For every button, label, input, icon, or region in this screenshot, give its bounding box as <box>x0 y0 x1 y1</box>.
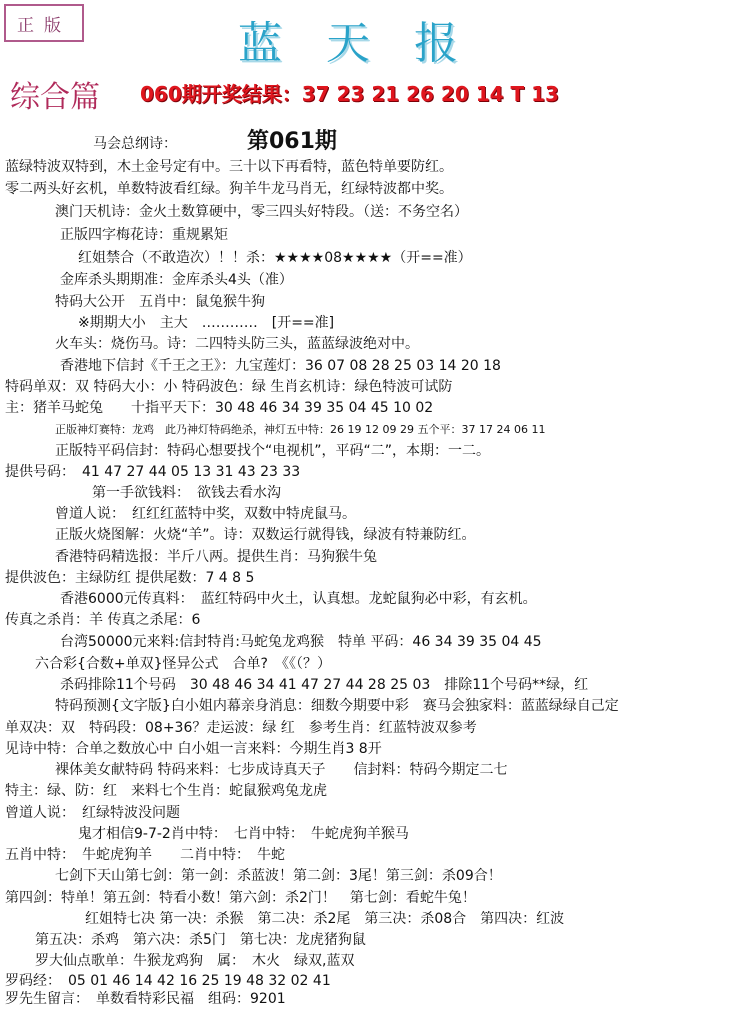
text-line: 六合彩{合数+单双}怪异公式 合单? 《《（？） <box>35 656 331 672</box>
text-line: 金库杀头期期准：金库杀头4头（准） <box>60 272 293 288</box>
text-line: 杀码排除11个号码 30 48 46 34 41 47 27 44 28 25 03 排除11个号码**绿，红 <box>60 677 589 693</box>
text-line: 裸体美女献特码 特码来料：七步成诗真天子 信封料：特码今期定二七 <box>55 762 508 778</box>
newspaper-masthead: 蓝天报 <box>238 18 502 69</box>
text-line: 台湾50000元来料:信封特肖:马蛇兔龙鸡猴 特单 平码：46 34 39 35 04 45 <box>60 634 542 650</box>
text-line: 正版神灯赛特：龙鸡 此乃神灯特码绝杀，神灯五中特：26 19 12 09 29 五个平：37 17 24 06 11 <box>55 423 546 436</box>
text-line: 曾道人说： 红绿特波没问题 <box>5 805 180 821</box>
text-line: 红姐禁合（不敢造次）！！杀：★★★★08★★★★（开==准） <box>78 250 472 266</box>
text-line: 五肖中特： 牛蛇虎狗羊 二肖中特： 牛蛇 <box>5 847 285 863</box>
text-line: 零二两头好玄机，单数特波看红绿。狗羊牛龙马肖无，红绿特波都中奖。 <box>5 181 453 197</box>
text-line: 第五决：杀鸡 第六决：杀5门 第七决：龙虎猪狗鼠 <box>35 932 366 948</box>
text-line: 提供号码： 41 47 27 44 05 13 31 43 23 33 <box>5 464 301 480</box>
text-line: 单双决：双 特码段：08+36？走运波：绿 红 参考生肖：红蓝特波双参考 <box>5 720 477 736</box>
draw-result-headline: 060期开奖结果：37 23 21 26 20 14 T 13 <box>140 82 559 106</box>
text-line: 正版四字梅花诗：重规累矩 <box>60 227 228 243</box>
issue-number: 第061期 <box>247 129 337 154</box>
text-line: 提供波色：主绿防红 提供尾数：7 4 8 5 <box>5 570 255 586</box>
text-line: 见诗中特：合单之数放心中 白小姐一言来料：今期生肖3 8开 <box>5 741 382 757</box>
text-line: 第一手欲钱料： 欲钱去看水沟 <box>92 485 281 501</box>
text-line: 罗大仙点歌单：牛猴龙鸡狗 属： 木火 绿双,蓝双 <box>35 953 355 969</box>
issue-poem-label: 马会总纲诗： <box>93 136 177 152</box>
text-line: 红姐特七决 第一决：杀猴 第二决：杀2尾 第三决：杀08合 第四决：红波 <box>85 911 565 927</box>
text-line: 香港特码精选报：半斤八两。提供生肖：马狗猴牛兔 <box>55 549 377 565</box>
text-line: 七剑下天山第七剑：第一剑：杀蓝波！第二剑：3尾！第三剑：杀09合！ <box>55 868 502 884</box>
text-line: 正版火烧图解：火烧“羊”。诗：双数运行就得钱，绿波有特兼防红。 <box>55 527 476 543</box>
text-line: 香港6000元传真料： 蓝红特码中火土，认真想。龙蛇鼠狗必中彩，有玄机。 <box>60 591 537 607</box>
text-line: 澳门天机诗：金火土数算硬中，零三四头好特段。（送：不务空名） <box>55 204 468 220</box>
text-line: 正版特平码信封：特码心想要找个“电视机”，平码“二”，本期：一二。 <box>55 443 491 459</box>
text-line: 主：猪羊马蛇兔 十指平天下：30 48 46 34 39 35 04 45 10 02 <box>5 400 434 416</box>
text-line: 特码大公开 五肖中：鼠兔猴牛狗 <box>55 294 265 310</box>
text-line: 鬼才相信9-7-2肖中特： 七肖中特： 牛蛇虎狗羊猴马 <box>78 826 409 842</box>
text-line: 罗先生留言： 单数看特彩民福 组码：9201 <box>5 991 286 1007</box>
text-line: 蓝绿特波双特到，木土金号定有中。三十以下再看特，蓝色特单要防红。 <box>5 159 453 175</box>
text-line: 香港地下信封《千王之王》：九宝莲灯：36 07 08 28 25 03 14 20 18 <box>60 358 501 374</box>
text-line: 特主：绿、防：红 来料七个生肖：蛇鼠猴鸡兔龙虎 <box>5 783 327 799</box>
text-line: 特码单双：双 特码大小：小 特码波色：绿 生肖玄机诗：绿色特波可试防 <box>5 379 453 395</box>
text-line: ※期期大小 主大 ………… [开==准] <box>78 315 335 331</box>
text-line: 曾道人说： 红红红蓝特中奖，双数中特虎鼠马。 <box>55 506 356 522</box>
text-line: 罗码经： 05 01 46 14 42 16 25 19 48 32 02 41 <box>5 973 331 989</box>
text-line: 第四剑：特单！第五剑：特看小数！第六剑：杀2门！ 第七剑：看蛇牛兔！ <box>5 890 476 906</box>
text-line: 火车头：烧伤马。诗：二四特头防三头，蓝蓝绿波绝对中。 <box>55 336 419 352</box>
text-line: 传真之杀肖：羊 传真之杀尾：6 <box>5 612 201 628</box>
text-line: 特码预测{文字版}白小姐内幕亲身消息：细数今期要中彩 赛马会独家料：蓝蓝绿绿自己定 <box>55 698 619 714</box>
section-title: 综合篇 <box>10 80 100 115</box>
official-badge: 正版 <box>4 4 84 42</box>
